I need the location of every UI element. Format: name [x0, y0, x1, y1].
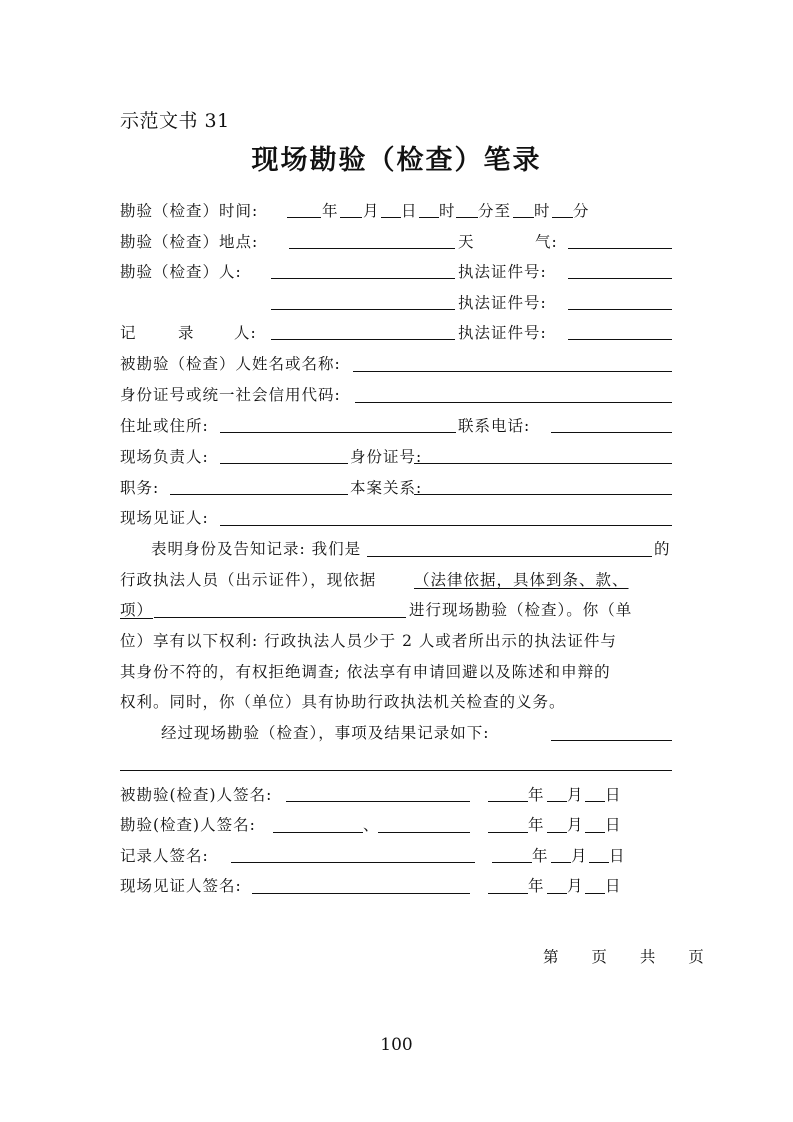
hour-field[interactable]	[419, 217, 439, 218]
year-field[interactable]	[287, 217, 321, 218]
signature-year-label: 年	[528, 877, 545, 895]
hour2-label: 时	[534, 202, 551, 220]
location-label: 勘验（检查）地点:	[120, 233, 259, 251]
legal-basis-hint-cont: 项）	[120, 601, 154, 619]
signature-month-field-inspected[interactable]	[547, 801, 567, 802]
notice-line6: 权利。同时，你（单位）具有协助行政执法机关检查的义务。	[120, 693, 566, 711]
signature-month-field-witness[interactable]	[547, 893, 567, 894]
signature-field-witness[interactable]	[252, 893, 470, 894]
witness-field[interactable]	[220, 525, 672, 526]
agency-field[interactable]	[367, 556, 652, 557]
page-title: 现场勘验（检查）笔录	[251, 145, 542, 176]
signature-month-field-inspector[interactable]	[547, 832, 567, 833]
signature-day-label: 日	[605, 816, 622, 834]
hour-label: 时	[439, 202, 456, 220]
signature-month-label: 月	[571, 847, 588, 865]
weather-label-1: 天	[458, 233, 475, 251]
signature-year-label: 年	[532, 847, 549, 865]
signature-year-label: 年	[528, 816, 545, 834]
notice-line5: 其身份不符的，有权拒绝调查; 依法享有申请回避以及陈述和申辩的	[120, 663, 611, 681]
notice-line1-prefix: 表明身份及告知记录: 我们是	[151, 540, 362, 558]
inspector-field[interactable]	[271, 278, 455, 279]
signature-field-recorder[interactable]	[231, 862, 475, 863]
location-field[interactable]	[289, 248, 455, 249]
result-field[interactable]	[551, 740, 672, 741]
address-field[interactable]	[220, 432, 456, 433]
notice-line3-suffix: 进行现场勘验（检查）。你（单	[409, 601, 633, 619]
day-label: 日	[401, 202, 418, 220]
inspector-cert-label: 执法证件号:	[458, 263, 547, 281]
recorder-label-2: 录	[178, 324, 195, 342]
year-label: 年	[322, 202, 339, 220]
onsite-lead-id-label: 身份证号:	[350, 448, 423, 466]
recorder-label-1: 记	[120, 324, 137, 342]
signature-separator: 、	[363, 816, 380, 834]
minute2-label: 分	[573, 202, 590, 220]
id-code-label: 身份证号或统一社会信用代码:	[120, 386, 341, 404]
result-field-line2[interactable]	[120, 770, 672, 771]
time-label: 勘验（检查）时间:	[120, 202, 259, 220]
phone-label: 联系电话:	[458, 417, 531, 435]
hour2-field[interactable]	[513, 217, 534, 218]
onsite-lead-label: 现场负责人:	[120, 448, 209, 466]
recorder-cert-label: 执法证件号:	[458, 324, 547, 342]
day-field[interactable]	[381, 217, 401, 218]
inspector-label: 勘验（检查）人:	[120, 263, 242, 281]
phone-field[interactable]	[551, 432, 672, 433]
id-code-field[interactable]	[355, 402, 672, 403]
signature-year-field-inspector[interactable]	[488, 832, 528, 833]
recorder-cert-field[interactable]	[568, 339, 672, 340]
signature-year-label: 年	[528, 786, 545, 804]
weather-label-2: 气:	[535, 233, 558, 251]
signature-month-label: 月	[567, 816, 584, 834]
position-field[interactable]	[170, 494, 348, 495]
notice-line4: 位）享有以下权利: 行政执法人员少于 2 人或者所出示的执法证件与	[120, 632, 617, 650]
relation-field[interactable]	[414, 494, 672, 495]
legal-basis-field[interactable]	[154, 617, 406, 618]
month-label: 月	[363, 202, 380, 220]
recorder-field[interactable]	[271, 339, 455, 340]
inspector2-cert-field[interactable]	[568, 309, 672, 310]
signature-day-field-recorder[interactable]	[589, 862, 609, 863]
legal-basis-hint[interactable]: （法律依据，具体到条、款、	[414, 571, 629, 589]
inspector2-cert-label: 执法证件号:	[458, 294, 547, 312]
month-field[interactable]	[340, 217, 362, 218]
relation-label: 本案关系:	[350, 479, 423, 497]
onsite-lead-field[interactable]	[220, 463, 348, 464]
signature-day-label: 日	[609, 847, 626, 865]
signature-year-field-recorder[interactable]	[492, 862, 532, 863]
inspected-name-label: 被勘验（检查）人姓名或名称:	[120, 355, 341, 373]
inspector2-field[interactable]	[271, 309, 455, 310]
signature-year-field-inspected[interactable]	[488, 801, 528, 802]
result-label: 经过现场勘验（检查），事项及结果记录如下:	[161, 724, 490, 742]
minute-field[interactable]	[456, 217, 478, 218]
signature-label-witness: 现场见证人签名:	[120, 877, 242, 895]
inspector-cert-field[interactable]	[568, 278, 672, 279]
signature-day-field-witness[interactable]	[585, 893, 605, 894]
signature-month-label: 月	[567, 877, 584, 895]
minute-to-label: 分至	[478, 202, 512, 220]
weather-field[interactable]	[568, 248, 672, 249]
page-number: 100	[380, 1035, 413, 1055]
minute2-field[interactable]	[552, 217, 573, 218]
notice-line1-suffix: 的	[654, 540, 671, 558]
onsite-lead-id-field[interactable]	[414, 463, 672, 464]
signature-label-inspected: 被勘验(检查)人签名:	[120, 786, 273, 804]
signature-field-inspected[interactable]	[286, 801, 470, 802]
signature-field-inspector-1[interactable]	[273, 832, 363, 833]
notice-line2-prefix: 行政执法人员（出示证件），现依据	[120, 571, 377, 589]
signature-year-field-witness[interactable]	[488, 893, 528, 894]
position-label: 职务:	[120, 479, 160, 497]
signature-field-inspector-2[interactable]	[378, 832, 470, 833]
signature-day-field-inspected[interactable]	[585, 801, 605, 802]
signature-month-label: 月	[567, 786, 584, 804]
document-label: 示范文书 31	[120, 110, 230, 132]
signature-day-label: 日	[605, 877, 622, 895]
inspected-name-field[interactable]	[353, 371, 672, 372]
signature-day-label: 日	[605, 786, 622, 804]
address-label: 住址或住所:	[120, 417, 209, 435]
page-count-label: 第 页 共 页	[543, 948, 718, 966]
signature-month-field-recorder[interactable]	[551, 862, 571, 863]
recorder-label-3: 人:	[234, 324, 257, 342]
witness-label: 现场见证人:	[120, 509, 209, 527]
signature-label-recorder: 记录人签名:	[120, 847, 209, 865]
signature-label-inspector: 勘验(检查)人签名:	[120, 816, 256, 834]
signature-day-field-inspector[interactable]	[585, 832, 605, 833]
